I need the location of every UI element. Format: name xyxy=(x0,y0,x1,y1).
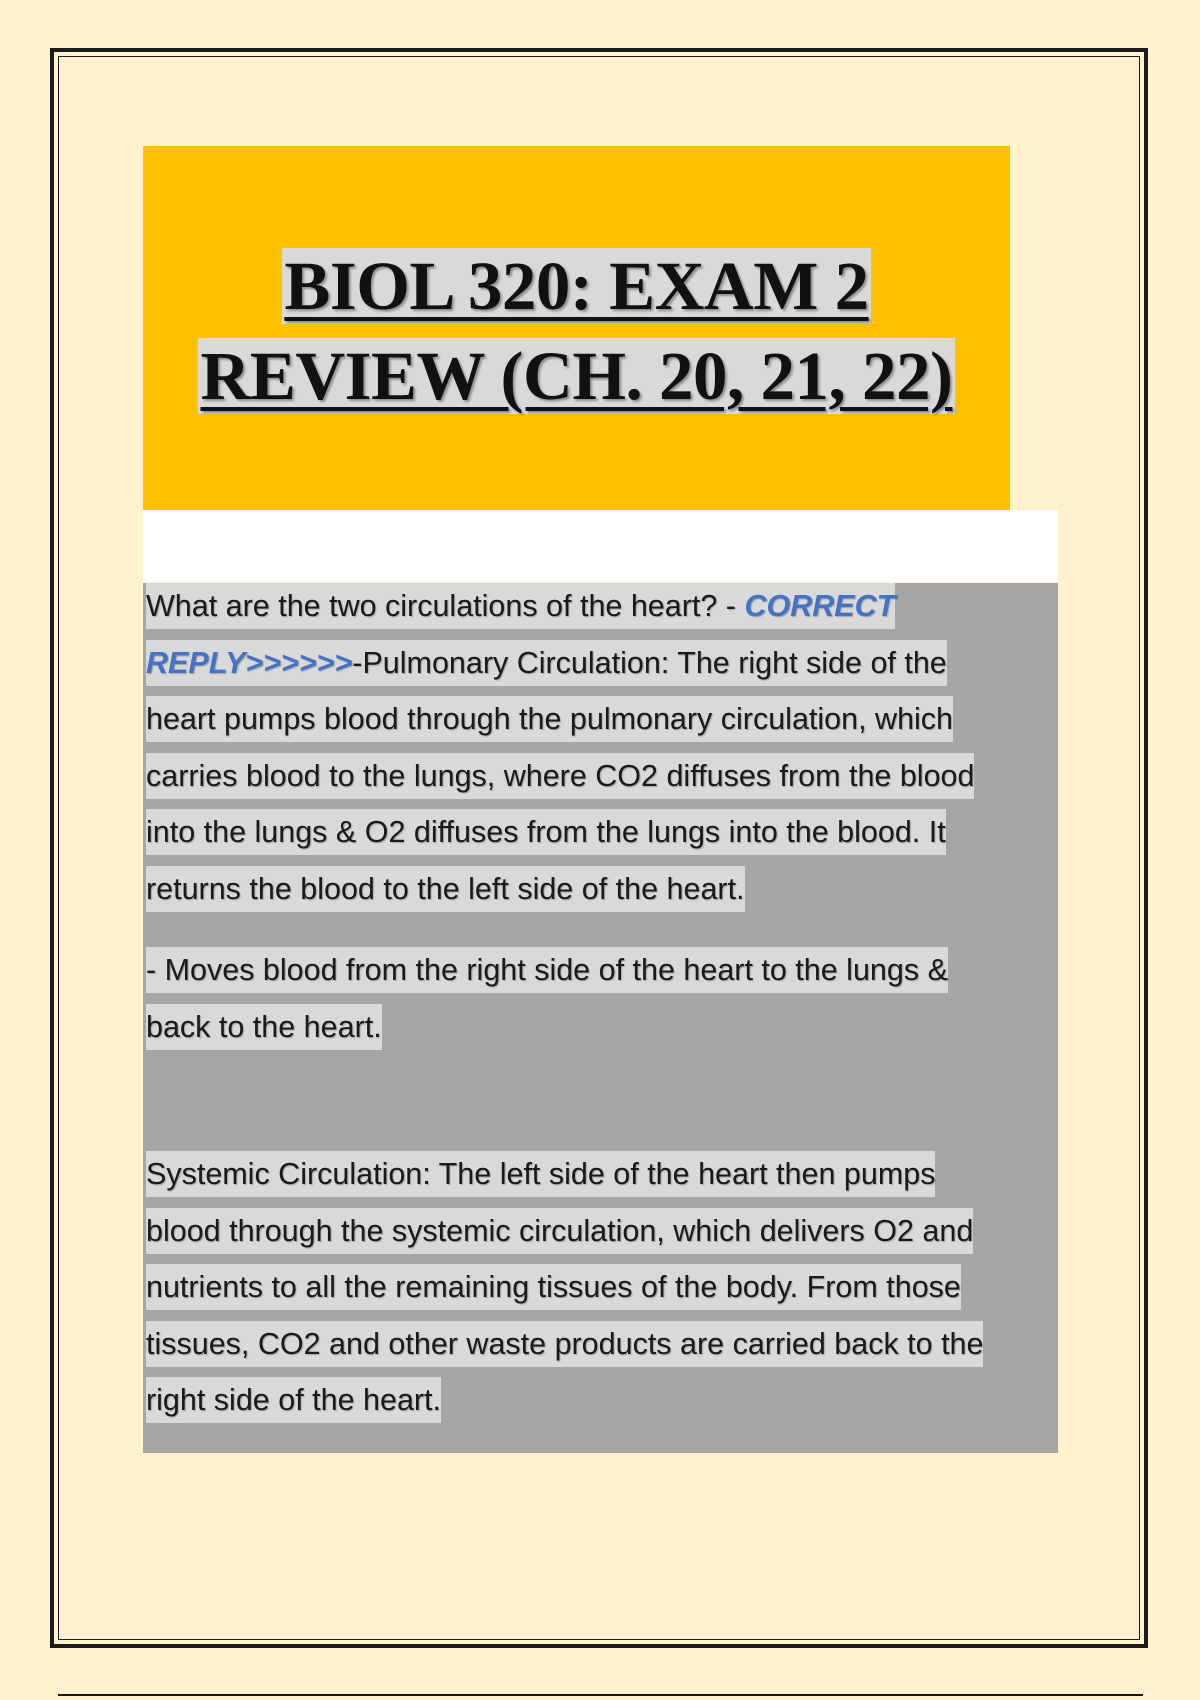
answer-line: right side of the heart. xyxy=(146,1377,441,1423)
answer-line: Systemic Circulation: The left side of the heart then pumps xyxy=(146,1151,935,1197)
bottom-divider xyxy=(58,1694,1143,1696)
answer-line xyxy=(146,640,947,686)
spacer-strip xyxy=(143,510,1058,582)
title-line-2: REVIEW (CH. 20, 21, 22) xyxy=(200,338,953,414)
document-title xyxy=(143,241,1010,421)
correct-label: CORRECT xyxy=(744,589,896,623)
answer-line: blood through the systemic circulation, which delivers O2 and xyxy=(146,1208,973,1254)
answer-line: returns the blood to the left side of the heart. xyxy=(146,866,745,912)
answer-line: - Moves blood from the right side of the heart to the lungs & xyxy=(146,947,948,993)
question-line xyxy=(146,583,895,629)
answer-pulmonary xyxy=(146,583,1061,922)
answer-line: heart pumps blood through the pulmonary circulation, which xyxy=(146,696,953,742)
answer-systemic xyxy=(146,1151,1061,1434)
answer-line: carries blood to the lungs, where CO2 diffuses from the blood xyxy=(146,753,974,799)
answer-line: into the lungs & O2 diffuses from the lungs into the blood. It xyxy=(146,809,946,855)
answer-text: -Pulmonary Circulation: The right side of the xyxy=(352,645,947,680)
question-text: What are the two circulations of the heart? - xyxy=(146,589,745,623)
answer-pulmonary-note xyxy=(146,947,1061,1060)
title-banner xyxy=(143,146,1010,510)
qa-content xyxy=(143,583,1058,1453)
reply-label: REPLY>>>>>> xyxy=(146,645,353,680)
answer-line: back to the heart. xyxy=(146,1004,382,1050)
answer-line: nutrients to all the remaining tissues of the body. From those xyxy=(146,1264,961,1310)
answer-line: tissues, CO2 and other waste products are carried back to the xyxy=(146,1321,983,1367)
title-line-1: BIOL 320: EXAM 2 xyxy=(284,248,869,324)
